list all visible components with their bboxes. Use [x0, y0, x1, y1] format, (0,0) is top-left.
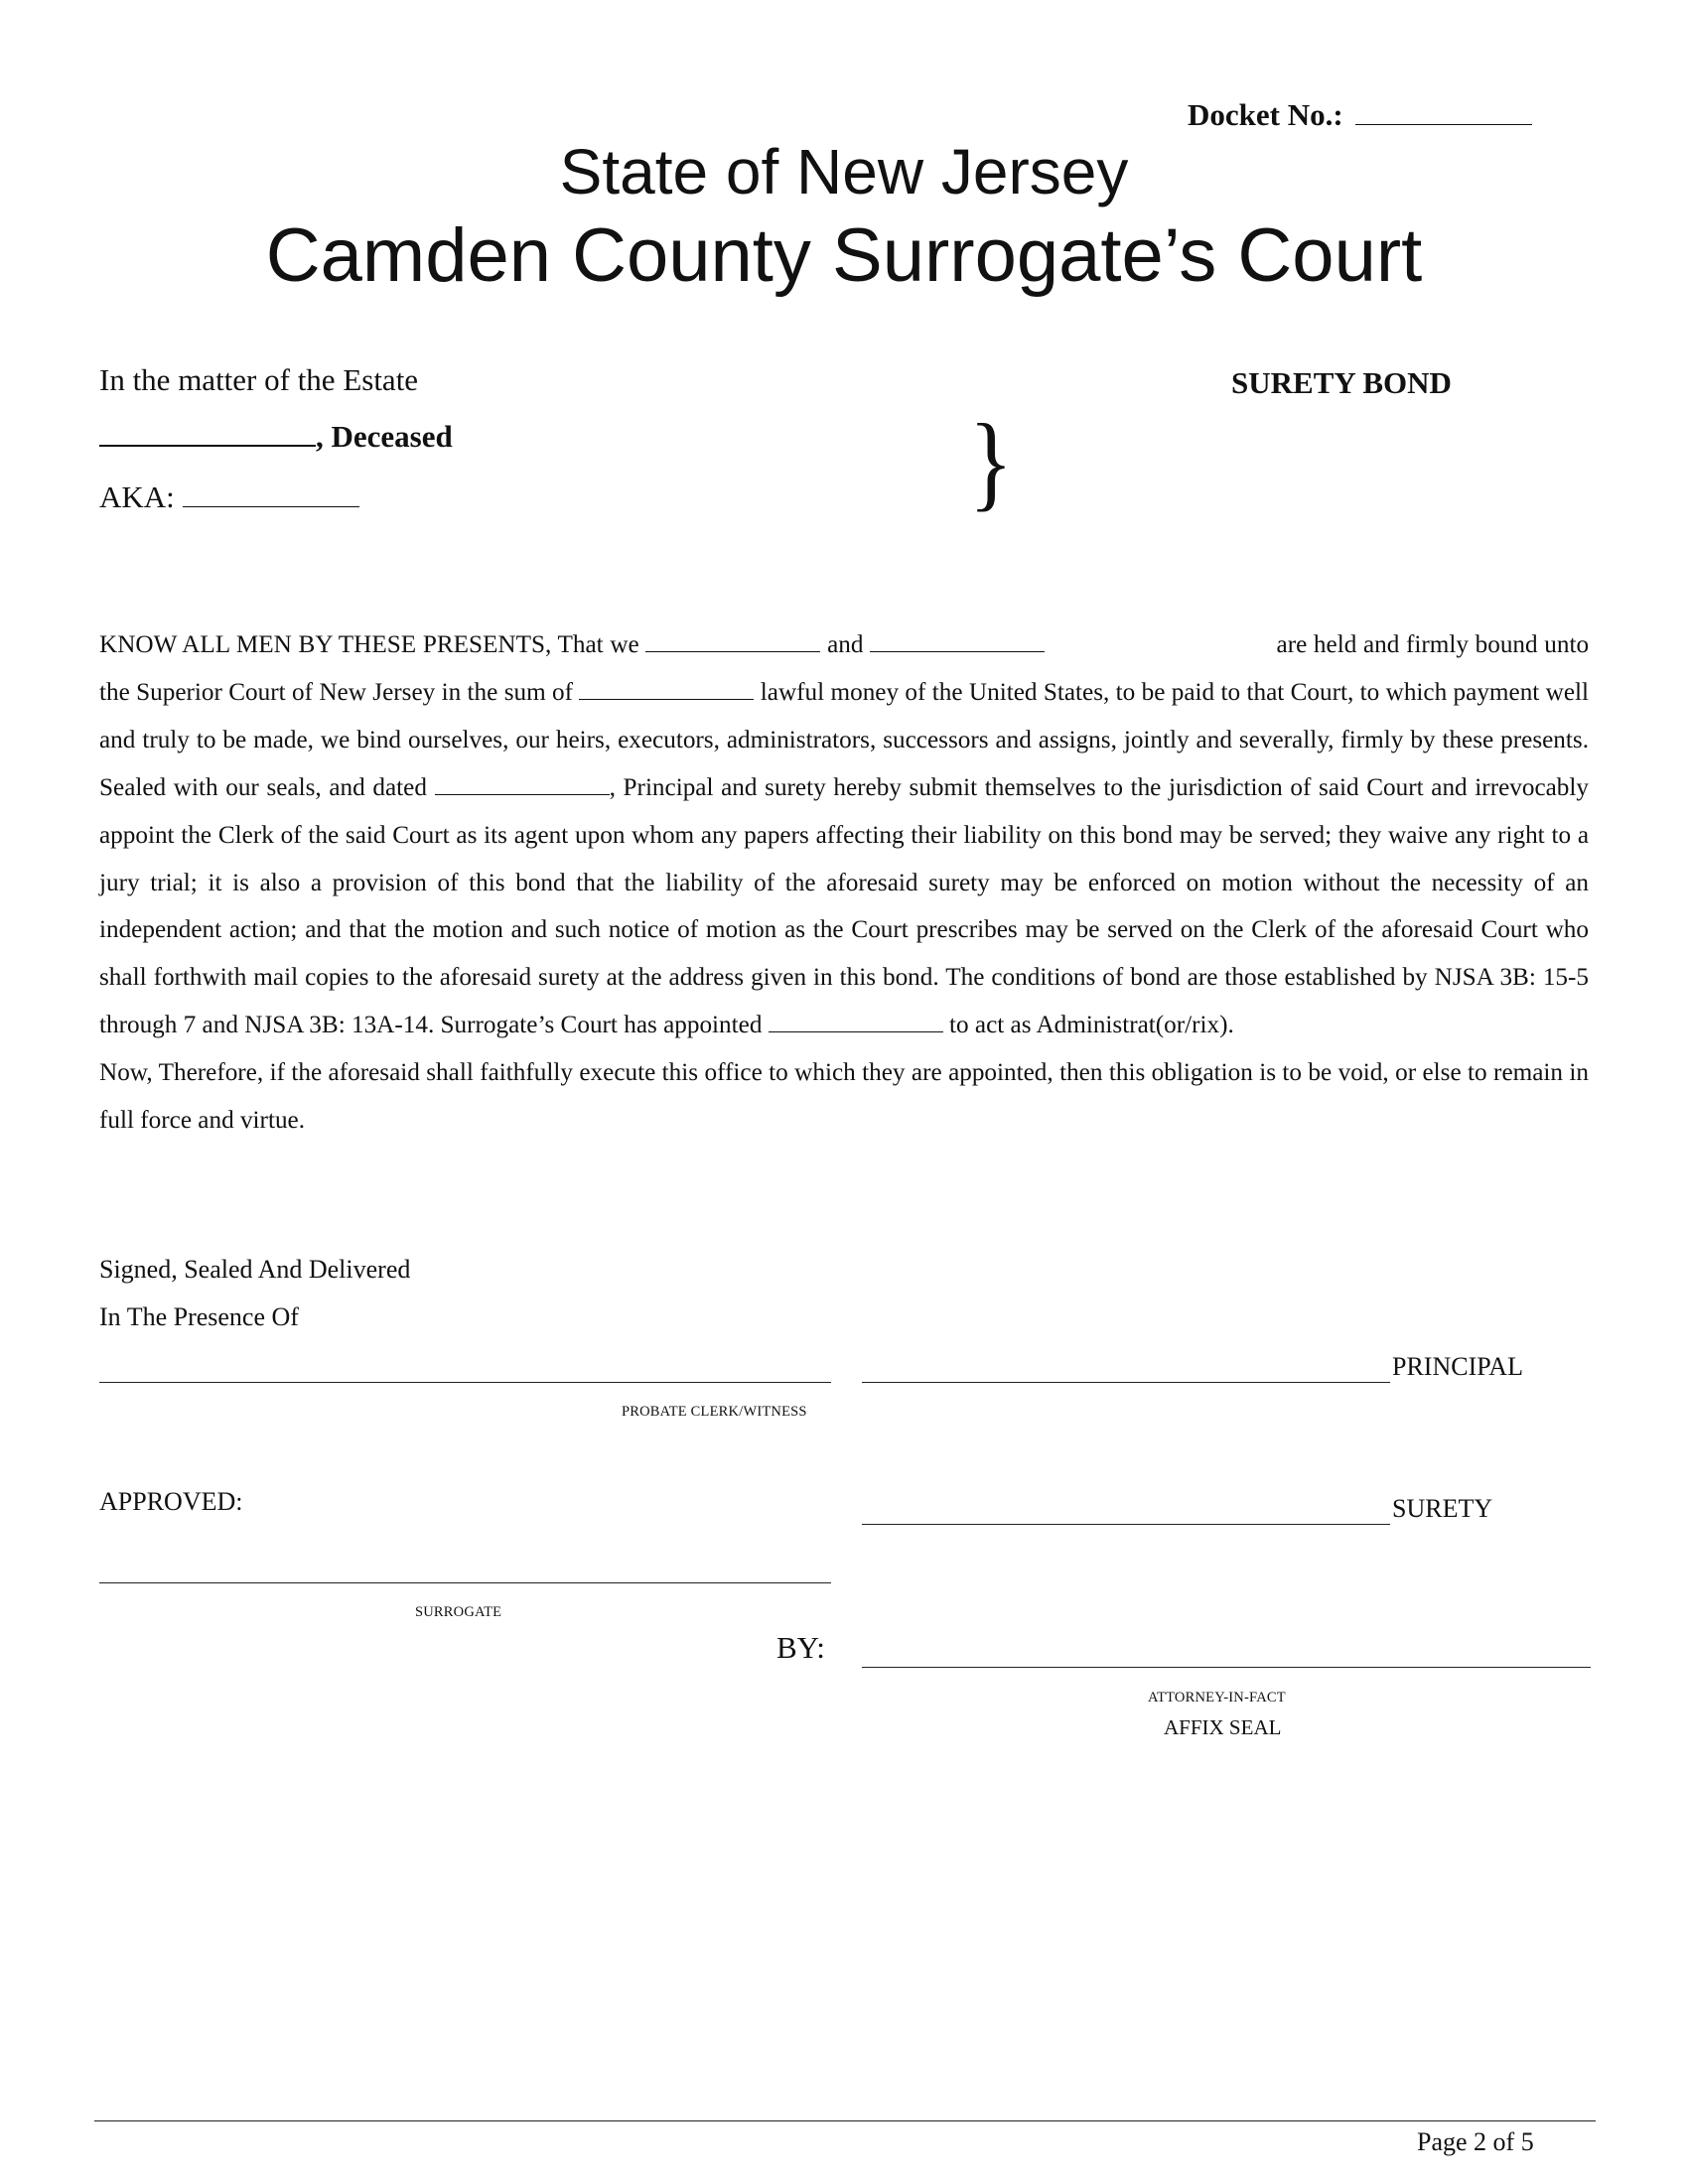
bond-text-d: , Principal and surety hereby submit themselves to the jurisdiction of said Court and irrevocably appoint the Clerk of the said Court as its agent upon whom any papers affecting their liability on this bond may be served; they waive any right to a jury trial; it is also a provision of this bond that the liability of the aforesaid surety may be enforced on motion without the necessity of an independent action; and that the motion and such notice of motion as the Court prescribes may be served on the Clerk of the aforesaid Court who shall forthwith mail copies to the aforesaid surety at the address given in this bond. The conditions of bond are those established by NJSA 3B: 15-5 through 7 and NJSA 3B: 13A-14. Surrogate’s Court has appointed [99, 773, 1589, 1039]
bond-text-c: lawful money of the United States, to be paid to that Court, to which payment well and truly to be made, we bind ourselves, our heirs, executors, administrators, successors and assigns, jointly and severally, firmly by these presents. Sealed with our seals, and dated [99, 678, 1590, 801]
decedent-name-field[interactable] [99, 444, 316, 447]
witness-signature-line[interactable] [99, 1382, 831, 1383]
attorney-caption: ATTORNEY-IN-FACT [1148, 1690, 1286, 1706]
page-number: Page 2 of 5 [1417, 2127, 1534, 2156]
bond-text-and: and [827, 631, 864, 658]
surrogate-caption: SURROGATE [415, 1604, 502, 1620]
bond-text-b: are held and firmly bound unto the Superior Court of New Jersey in the sum of [99, 631, 1590, 706]
docket-label: Docket No.: [1188, 97, 1343, 132]
principal-name-field[interactable] [645, 650, 820, 652]
bond-paragraph-2: Now, Therefore, if the aforesaid shall faithfully execute this office to which they are appointed, then this obligation is to be void, or else to remain in full force and virtue. [99, 1059, 1589, 1135]
bond-date-field[interactable] [435, 793, 610, 795]
bond-text-e: to act as Administrat(or/rix). [949, 1012, 1234, 1039]
bond-sum-field[interactable] [579, 698, 754, 700]
aka-label: AKA: [99, 479, 175, 514]
surety-signature-line[interactable] [862, 1524, 1390, 1525]
signed-line-2: In The Presence Of [99, 1302, 299, 1331]
signed-block [99, 1246, 410, 1341]
aka-line [99, 479, 359, 515]
aka-field[interactable] [183, 505, 359, 507]
state-title: State of New Jersey [559, 136, 1129, 207]
docket-number-field[interactable] [1355, 123, 1532, 125]
deceased-suffix: , Deceased [316, 419, 453, 454]
administrator-name-field[interactable] [769, 1030, 943, 1032]
approved-label: APPROVED: [99, 1487, 243, 1516]
bond-text-a: KNOW ALL MEN BY THESE PRESENTS, That we [99, 631, 639, 658]
document-type-title: SURETY BOND [1231, 365, 1452, 400]
principal-label: PRINCIPAL [1392, 1352, 1523, 1381]
bond-paragraph-1 [99, 621, 1589, 1049]
attorney-signature-line[interactable] [862, 1667, 1591, 1668]
surety-label: SURETY [1392, 1494, 1493, 1523]
surety-name-field[interactable] [870, 650, 1045, 652]
witness-caption: PROBATE CLERK/WITNESS [622, 1404, 807, 1420]
estate-line: In the matter of the Estate [99, 362, 419, 397]
surrogate-signature-line[interactable] [99, 1582, 831, 1583]
by-label: BY: [776, 1630, 825, 1665]
caption-brace: } [968, 403, 1013, 521]
signed-line-1: Signed, Sealed And Delivered [99, 1255, 411, 1284]
court-title: Camden County Surrogate’s Court [265, 213, 1423, 298]
principal-signature-line[interactable] [862, 1382, 1390, 1383]
footer-divider [94, 2120, 1596, 2121]
bond-body [99, 621, 1589, 1145]
docket-number [1188, 97, 1532, 133]
deceased-line [99, 419, 453, 455]
seal-caption: AFFIX SEAL [1164, 1715, 1282, 1739]
